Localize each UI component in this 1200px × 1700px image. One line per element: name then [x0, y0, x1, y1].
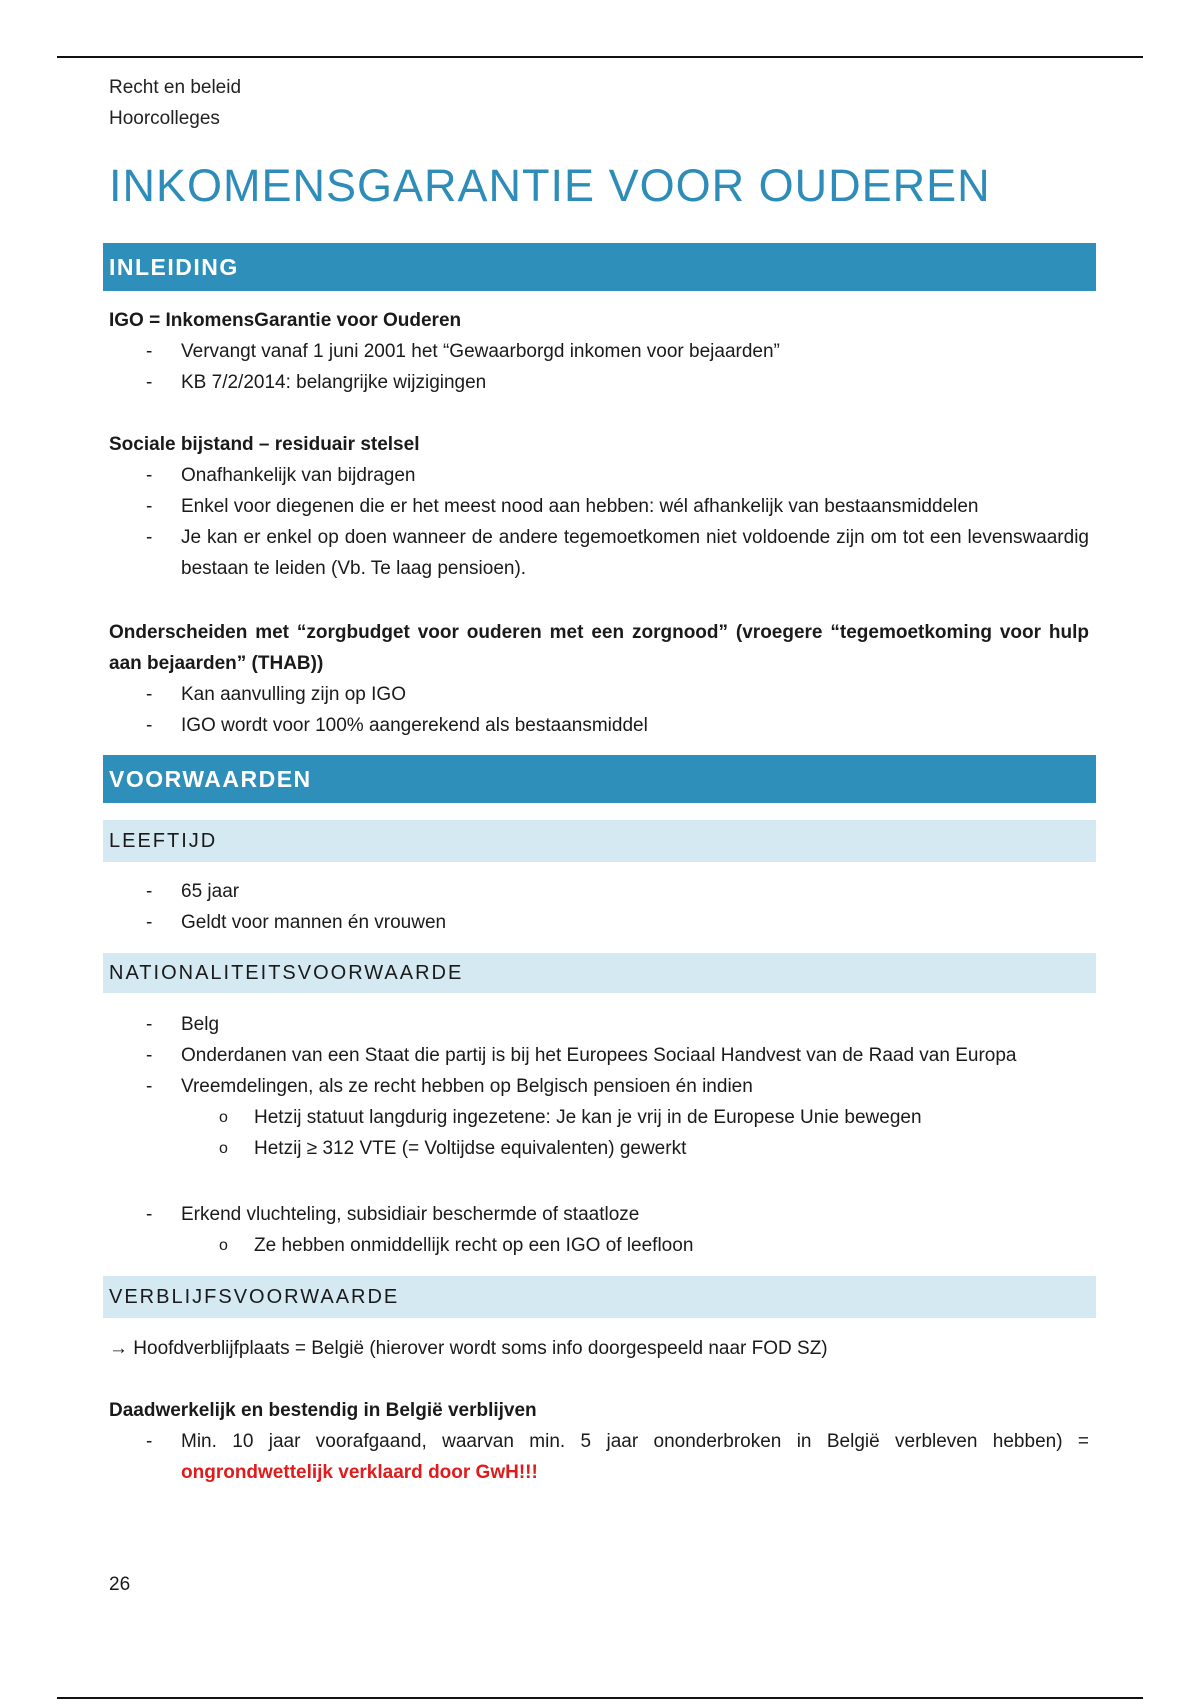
- subsection-leeftijd: LEEFTIJD: [103, 820, 1096, 862]
- list-item: - Je kan er enkel op doen wanneer de andere tegemoetkomen niet voldoende zijn om tot een levenswaardig bestaan te leiden (Vb. Te laag pensioen).: [109, 522, 1089, 584]
- sub-list-item: o Ze hebben onmiddellijk recht op een IGO of leefloon: [109, 1230, 1089, 1261]
- leeftijd-block: [109, 876, 1089, 938]
- subsection-nationaliteit: NATIONALITEITSVOORWAARDE: [103, 953, 1096, 993]
- top-rule: [57, 56, 1143, 58]
- nationaliteit-list: [109, 1009, 1089, 1102]
- ongrondwettelijk-warning: ongrondwettelijk verklaard door GwH!!!: [181, 1462, 538, 1483]
- vreemdelingen-sublist: [109, 1102, 1089, 1164]
- verblijf-block: [109, 1395, 1089, 1488]
- section-voorwaarden: VOORWAARDEN: [103, 755, 1096, 803]
- verblijf-item-text: Min. 10 jaar voorafgaand, waarvan min. 5 jaar ononderbroken in België verbleven hebben) =: [181, 1431, 1089, 1452]
- bottom-rule: [57, 1697, 1143, 1699]
- erkend-list: [109, 1199, 1089, 1230]
- list-item: - Kan aanvulling zijn op IGO: [109, 679, 1089, 710]
- sub-list-item: o Hetzij statuut langdurig ingezetene: Je kan je vrij in de Europese Unie bewegen: [109, 1102, 1089, 1133]
- igo-list: [109, 336, 1089, 398]
- subsection-verblijf: VERBLIJFSVOORWAARDE: [103, 1276, 1096, 1318]
- igo-block: [109, 305, 1089, 398]
- header-course: Recht en beleid: [109, 77, 242, 98]
- sociale-bijstand-list: [109, 460, 1089, 584]
- sociale-bijstand-block: [109, 429, 1089, 584]
- sub-list-item: o Hetzij ≥ 312 VTE (= Voltijdse equivalenten) gewerkt: [109, 1133, 1089, 1164]
- sociale-bijstand-heading: Sociale bijstand – residuair stelsel: [109, 434, 420, 455]
- list-item: - Enkel voor diegenen die er het meest nood aan hebben: wél afhankelijk van bestaansmiddelen: [109, 491, 1089, 522]
- leeftijd-list: [109, 876, 1089, 938]
- page-title: INKOMENSGARANTIE VOOR OUDEREN: [109, 160, 991, 211]
- list-item: - 65 jaar: [109, 876, 1089, 907]
- list-item: - Vreemdelingen, als ze recht hebben op Belgisch pensioen én indien: [109, 1071, 1089, 1102]
- erkend-block: [109, 1199, 1089, 1261]
- verblijf-list: [109, 1426, 1089, 1488]
- list-item: - Belg: [109, 1009, 1089, 1040]
- section-inleiding: INLEIDING: [103, 243, 1096, 291]
- onderscheiden-heading: Onderscheiden met “zorgbudget voor ouderen met een zorgnood” (vroegere “tegemoetkoming voor hulp aan bejaarden” (THAB)): [109, 622, 1089, 674]
- verblijf-heading: Daadwerkelijk en bestendig in België verblijven: [109, 1400, 537, 1421]
- document-header: [109, 72, 241, 134]
- list-item: - Vervangt vanaf 1 juni 2001 het “Gewaarborgd inkomen voor bejaarden”: [109, 336, 1089, 367]
- erkend-sublist: [109, 1230, 1089, 1261]
- list-item: - Erkend vluchteling, subsidiair beschermde of staatloze: [109, 1199, 1089, 1230]
- onderscheiden-block: [109, 617, 1089, 741]
- list-item: - Geldt voor mannen én vrouwen: [109, 907, 1089, 938]
- list-item: - Onderdanen van een Staat die partij is bij het Europees Sociaal Handvest van de Raad van Europa: [109, 1040, 1089, 1071]
- igo-heading: IGO = InkomensGarantie voor Ouderen: [109, 310, 462, 331]
- hoofdverblijfplaats-line: → Hoofdverblijfplaats = België (hierover wordt soms info doorgespeeld naar FOD SZ): [109, 1338, 828, 1359]
- verblijf-arrow-block: [109, 1333, 1089, 1364]
- list-item: - Onafhankelijk van bijdragen: [109, 460, 1089, 491]
- list-item: - IGO wordt voor 100% aangerekend als bestaansmiddel: [109, 710, 1089, 741]
- list-item: [109, 1426, 1089, 1488]
- header-subtitle: Hoorcolleges: [109, 108, 220, 129]
- list-item: - KB 7/2/2014: belangrijke wijzigingen: [109, 367, 1089, 398]
- page-number: 26: [109, 1574, 131, 1595]
- nationaliteit-block: [109, 1009, 1089, 1164]
- onderscheiden-list: [109, 679, 1089, 741]
